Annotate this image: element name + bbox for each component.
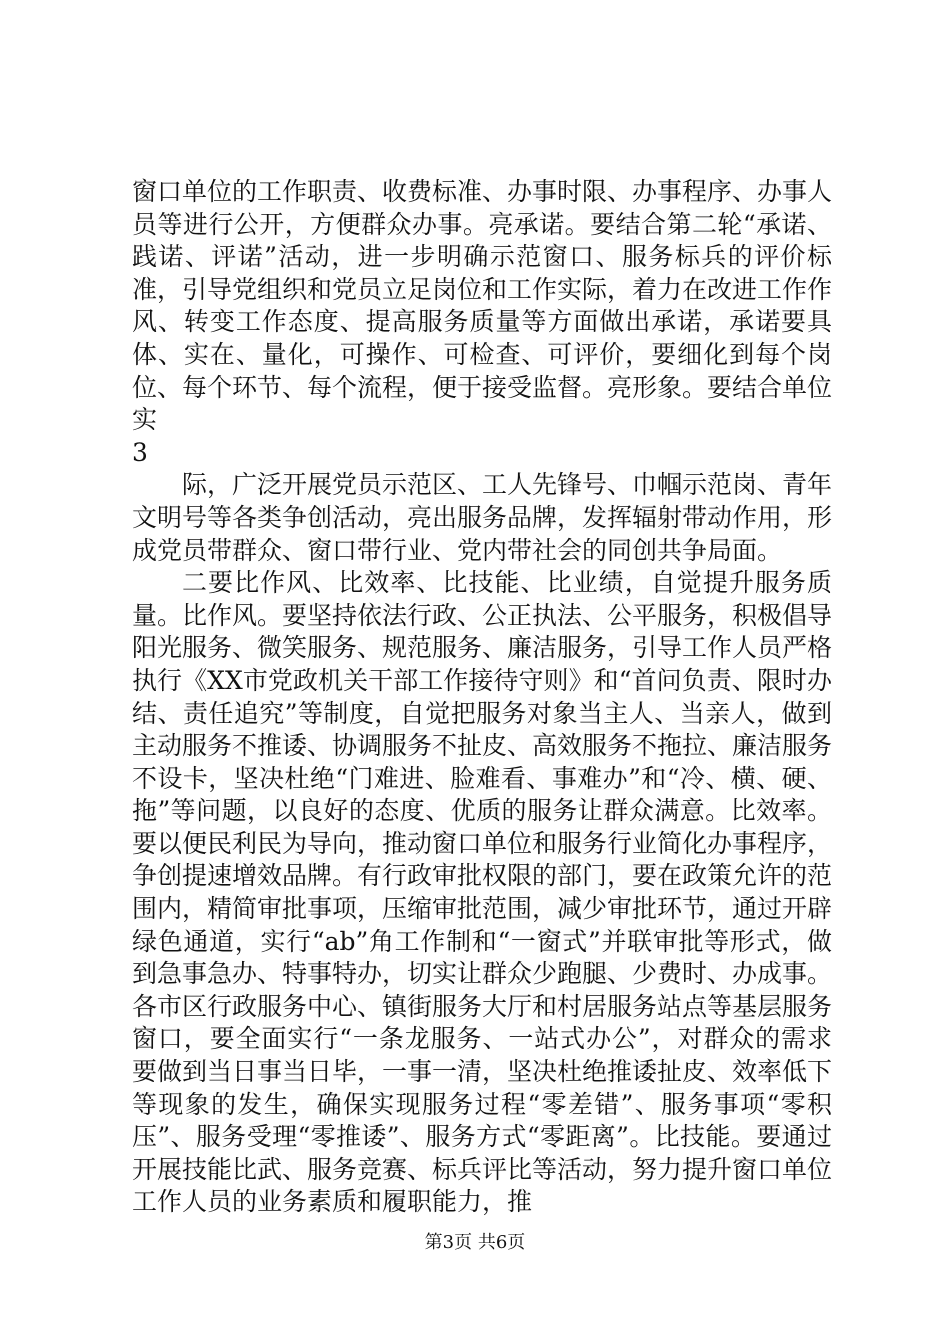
document-body: [132, 176, 832, 1219]
page-footer: 第3页 共6页: [424, 1232, 526, 1253]
inline-page-marker: 3: [132, 437, 148, 467]
paragraph-2: 际，广泛开展党员示范区、工人先锋号、巾帼示范岗、青年文明号等各类争创活动，亮出服务品牌，发挥辐射带动作用，形成党员带群众、窗口带行业、党内带社会的同创共争局面。: [132, 470, 833, 565]
paragraph-1: 窗口单位的工作职责、收费标准、办事时限、办事程序、办事人员等进行公开，方便群众办事。亮承诺。要结合第二轮“承诺、践诺、评诺”活动，进一步明确示范窗口、服务标兵的评价标准，引导党组织和党员立足岗位和工作实际，着力在改进工作作风、转变工作态度、提高服务质量等方面做出承诺，承诺要具体、实在、量化，可操作、可检查、可评价，要细化到每个岗位、每个环节、每个流程，便于接受监督。亮形象。要结合单位实: [132, 177, 833, 435]
paragraph-3: 二要比作风、比效率、比技能、比业绩，自觉提升服务质量。比作风。要坚持依法行政、公正执法、公平服务，积极倡导阳光服务、微笑服务、规范服务、廉洁服务，引导工作人员严格执行《XX市党政机关干部工作接待守则》和“首问负责、限时办结、责任追究”等制度，自觉把服务对象当主人、当亲人，做到主动服务不推诿、协调服务不扯皮、高效服务不拖拉、廉洁服务不设卡，坚决杜绝“门难进、脸难看、事难办”和“冷、横、硬、拖”等问题，以良好的态度、优质的服务让群众满意。比效率。要以便民利民为导向，推动窗口单位和服务行业简化办事程序，争创提速增效品牌。有行政审批权限的部门，要在政策允许的范围内，精简审批事项，压缩审批范围，减少审批环节，通过开辟绿色通道，实行“ab”角工作制和“一窗式”并联审批等形式，做到急事急办、特事特办，切实让群众少跑腿、少费时、办成事。各市区行政服务中心、镇街服务大厅和村居服务站点等基层服务窗口，要全面实行“一条龙服务、一站式办公”，对群众的需求要做到当日事当日毕，一事一清，坚决杜绝推诿扯皮、效率低下等现象的发生，确保实现服务过程“零差错”、服务事项“零积压”、服务受理“零推诿”、服务方式“零距离”。比技能。要通过开展技能比武、服务竞赛、标兵评比等活动，努力提升窗口单位工作人员的业务素质和履职能力，推: [132, 568, 833, 1217]
